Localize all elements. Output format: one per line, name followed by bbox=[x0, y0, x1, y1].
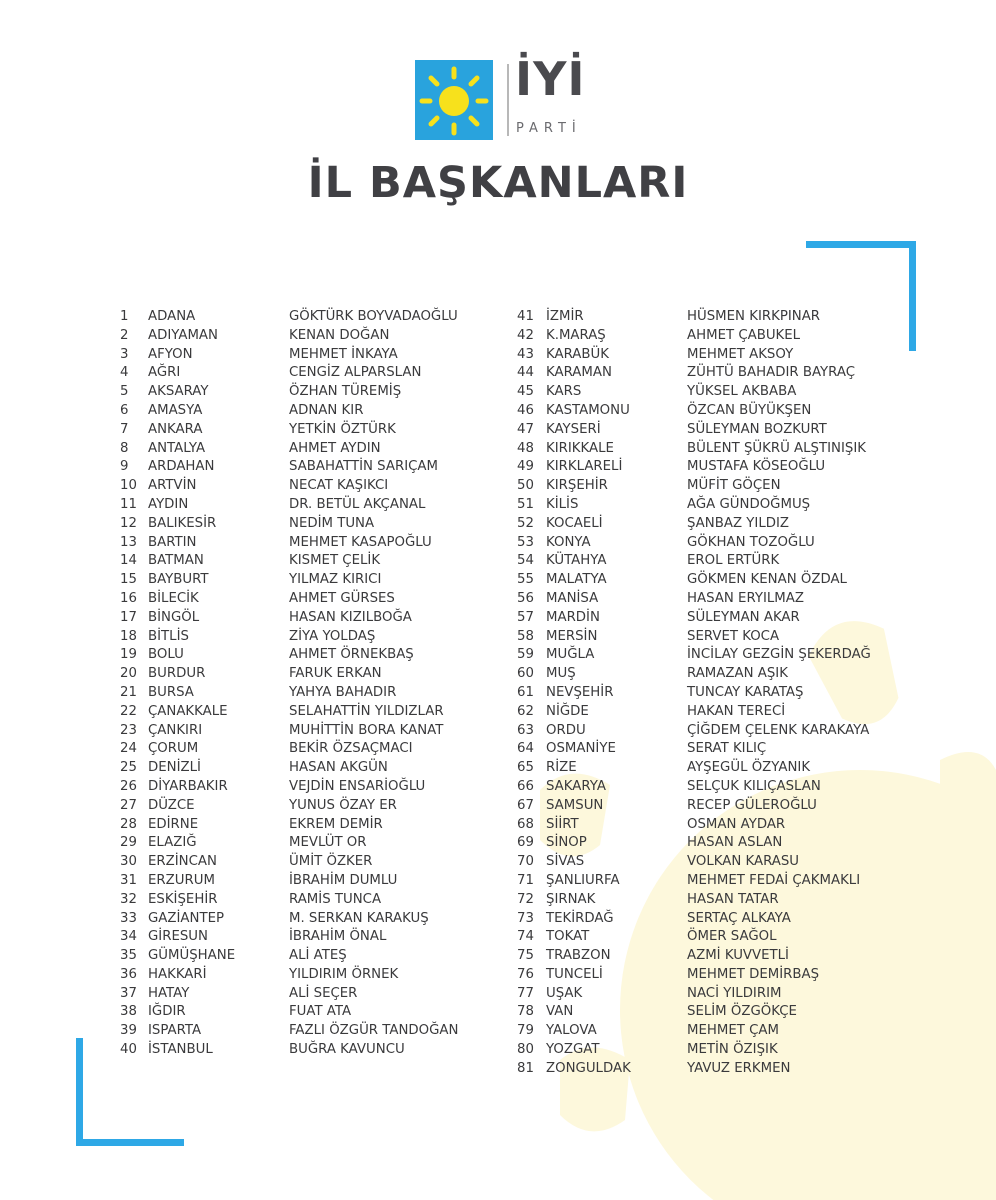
province-name: AFYON bbox=[148, 346, 193, 362]
province-number: 24 bbox=[120, 741, 137, 757]
province-name: ZONGULDAK bbox=[546, 1060, 631, 1076]
president-name: AHMET ÇABUKEL bbox=[687, 327, 801, 343]
president-name: RAMAZAN AŞIK bbox=[687, 666, 788, 682]
province-number: 45 bbox=[517, 384, 534, 400]
province-name: BAYBURT bbox=[148, 572, 209, 588]
province-name: KAYSERİ bbox=[546, 421, 601, 437]
president-name: SELÇUK KILIÇASLAN bbox=[687, 778, 821, 794]
province-name: ELAZIĞ bbox=[148, 835, 197, 851]
province-name: ÇANKIRI bbox=[148, 722, 203, 738]
president-name: CENGİZ ALPARSLAN bbox=[289, 365, 422, 381]
president-name: RECEP GÜLEROĞLU bbox=[687, 797, 817, 813]
page-title: İL BAŞKANLARI bbox=[307, 158, 689, 208]
province-number: 71 bbox=[517, 872, 534, 888]
president-name: HASAN AKGÜN bbox=[289, 760, 388, 776]
province-name: HAKKARİ bbox=[148, 966, 207, 982]
province-number: 46 bbox=[517, 402, 534, 418]
president-name: VOLKAN KARASU bbox=[687, 854, 800, 870]
province-number: 20 bbox=[120, 666, 137, 682]
province-name: BOLU bbox=[148, 647, 184, 663]
province-name: ÇANAKKALE bbox=[148, 703, 228, 719]
president-name: AĞA GÜNDOĞMUŞ bbox=[687, 496, 811, 512]
province-name: ŞANLIURFA bbox=[546, 872, 620, 888]
president-name: MÜFİT GÖÇEN bbox=[687, 478, 781, 494]
president-name: KISMET ÇELİK bbox=[289, 553, 381, 569]
province-name: ÇORUM bbox=[148, 741, 199, 757]
province-name: KOCAELİ bbox=[546, 515, 603, 531]
province-number: 9 bbox=[120, 459, 129, 475]
president-name: AHMET ÖRNEKBAŞ bbox=[289, 647, 414, 663]
province-number: 34 bbox=[120, 929, 137, 945]
president-name: MEHMET AKSOY bbox=[687, 346, 794, 362]
president-name: KENAN DOĞAN bbox=[289, 327, 390, 343]
province-name: YOZGAT bbox=[546, 1042, 600, 1058]
province-number: 28 bbox=[120, 816, 137, 832]
province-number: 4 bbox=[120, 365, 129, 381]
province-number: 27 bbox=[120, 797, 137, 813]
province-name: GÜMÜŞHANE bbox=[148, 948, 236, 964]
province-number: 30 bbox=[120, 854, 137, 870]
province-name: BATMAN bbox=[148, 553, 204, 569]
province-number: 49 bbox=[517, 459, 534, 475]
province-number: 69 bbox=[517, 835, 534, 851]
president-name: ŞANBAZ YILDIZ bbox=[687, 515, 790, 531]
province-name: KÜTAHYA bbox=[546, 553, 607, 569]
president-name: MUHİTTİN BORA KANAT bbox=[289, 722, 444, 738]
president-name: ALİ ATEŞ bbox=[289, 948, 347, 964]
province-number: 6 bbox=[120, 402, 129, 418]
province-name: K.MARAŞ bbox=[546, 327, 606, 343]
president-name: M. SERKAN KARAKUŞ bbox=[289, 910, 429, 926]
president-name: RAMİS TUNCA bbox=[289, 891, 382, 907]
province-name: KASTAMONU bbox=[546, 402, 630, 418]
province-number: 51 bbox=[517, 496, 534, 512]
president-name: İBRAHİM DUMLU bbox=[289, 872, 398, 888]
province-name: NİĞDE bbox=[546, 703, 589, 719]
province-number: 72 bbox=[517, 891, 534, 907]
province-name: ORDU bbox=[546, 722, 586, 738]
president-name: YETKİN ÖZTÜRK bbox=[289, 421, 396, 437]
province-number: 15 bbox=[120, 572, 137, 588]
province-name: ŞIRNAK bbox=[546, 891, 596, 907]
province-number: 42 bbox=[517, 327, 534, 343]
president-name: SELAHATTİN YILDIZLAR bbox=[289, 703, 444, 719]
corner-bracket-top-right-vertical bbox=[909, 241, 916, 351]
province-number: 21 bbox=[120, 684, 137, 700]
logo-separator bbox=[507, 64, 509, 136]
province-number: 66 bbox=[517, 778, 534, 794]
province-number: 65 bbox=[517, 760, 534, 776]
province-number: 73 bbox=[517, 910, 534, 926]
president-name: MEVLÜT OR bbox=[289, 835, 367, 851]
province-name: ISPARTA bbox=[148, 1023, 202, 1039]
president-name: FARUK ERKAN bbox=[289, 666, 382, 682]
president-name: MEHMET ÇAM bbox=[687, 1023, 779, 1039]
president-name: ÜMİT ÖZKER bbox=[289, 854, 373, 870]
president-name: MEHMET FEDAİ ÇAKMAKLI bbox=[687, 872, 861, 888]
province-number: 76 bbox=[517, 966, 534, 982]
president-name: ÖMER SAĞOL bbox=[687, 929, 777, 945]
province-name: ANTALYA bbox=[148, 440, 206, 456]
province-number: 7 bbox=[120, 421, 129, 437]
president-name: SABAHATTİN SARIÇAM bbox=[289, 459, 438, 475]
province-number: 8 bbox=[120, 440, 129, 456]
province-number: 23 bbox=[120, 722, 137, 738]
province-name: ERZURUM bbox=[148, 872, 215, 888]
province-number: 35 bbox=[120, 948, 137, 964]
president-name: FUAT ATA bbox=[289, 1004, 352, 1020]
president-name: MUSTAFA KÖSEOĞLU bbox=[687, 459, 826, 475]
president-name: VEJDİN ENSARİOĞLU bbox=[289, 778, 426, 794]
province-number: 70 bbox=[517, 854, 534, 870]
province-name: HATAY bbox=[148, 985, 190, 1001]
president-name: ÖZCAN BÜYÜKŞEN bbox=[687, 402, 812, 418]
province-number: 37 bbox=[120, 985, 137, 1001]
province-number: 3 bbox=[120, 346, 129, 362]
province-name: ADANA bbox=[148, 309, 196, 324]
province-name: TEKİRDAĞ bbox=[546, 910, 614, 926]
province-name: ERZİNCAN bbox=[148, 854, 217, 870]
president-name: MEHMET KASAPOĞLU bbox=[289, 534, 432, 550]
province-name: BURDUR bbox=[148, 666, 206, 682]
province-name: AKSARAY bbox=[148, 384, 209, 400]
president-name: GÖKMEN KENAN ÖZDAL bbox=[687, 572, 847, 588]
province-name: İZMİR bbox=[546, 309, 584, 324]
province-number: 41 bbox=[517, 309, 534, 324]
province-name: DİYARBAKIR bbox=[148, 778, 228, 794]
province-number: 63 bbox=[517, 722, 534, 738]
province-name: KARABÜK bbox=[546, 346, 609, 362]
province-name: ARDAHAN bbox=[148, 459, 215, 475]
province-name: YALOVA bbox=[546, 1023, 597, 1039]
province-number: 22 bbox=[120, 703, 137, 719]
province-name: DENİZLİ bbox=[148, 760, 201, 776]
province-name: ARTVİN bbox=[148, 478, 197, 494]
province-number: 48 bbox=[517, 440, 534, 456]
president-name: YILDIRIM ÖRNEK bbox=[289, 966, 399, 982]
president-name: HÜSMEN KIRKPINAR bbox=[687, 309, 821, 324]
president-name: HASAN ASLAN bbox=[687, 835, 783, 851]
province-name: BURSA bbox=[148, 684, 194, 700]
province-name: MARDİN bbox=[546, 609, 600, 625]
president-name: İBRAHİM ÖNAL bbox=[289, 929, 387, 945]
president-name: GÖKTÜRK BOYVADAOĞLU bbox=[289, 309, 458, 324]
president-name: BEKİR ÖZSAÇMACI bbox=[289, 741, 413, 757]
province-number: 81 bbox=[517, 1060, 534, 1076]
province-name: NEVŞEHİR bbox=[546, 684, 614, 700]
province-name: EDİRNE bbox=[148, 816, 199, 832]
president-name: YÜKSEL AKBABA bbox=[687, 384, 797, 400]
president-name: TUNCAY KARATAŞ bbox=[687, 684, 804, 700]
province-name: TRABZON bbox=[546, 948, 611, 964]
president-name: AYŞEGÜL ÖZYANIK bbox=[687, 760, 811, 776]
president-name: ÇİĞDEM ÇELENK KARAKAYA bbox=[687, 722, 870, 738]
logo-wordmark: İYİ bbox=[515, 52, 586, 106]
province-number: 38 bbox=[120, 1004, 137, 1020]
president-name: SELİM ÖZGÖKÇE bbox=[687, 1004, 797, 1020]
province-number: 50 bbox=[517, 478, 534, 494]
president-name: AZMİ KUVVETLİ bbox=[687, 948, 789, 964]
province-number: 77 bbox=[517, 985, 534, 1001]
president-name: MEHMET İNKAYA bbox=[289, 346, 398, 362]
corner-bracket-bottom-left-horizontal bbox=[76, 1139, 184, 1146]
province-number: 74 bbox=[517, 929, 534, 945]
province-name: MUŞ bbox=[546, 666, 576, 682]
province-name: MERSİN bbox=[546, 628, 598, 644]
president-name: ALİ SEÇER bbox=[289, 985, 358, 1001]
president-name: METİN ÖZIŞIK bbox=[687, 1042, 778, 1058]
president-name: YUNUS ÖZAY ER bbox=[289, 797, 397, 813]
province-name: BİLECİK bbox=[148, 590, 199, 606]
province-number: 12 bbox=[120, 515, 137, 531]
president-name: SERVET KOCA bbox=[687, 628, 780, 644]
province-name: KONYA bbox=[546, 534, 591, 550]
province-name: İSTANBUL bbox=[148, 1042, 213, 1058]
province-number: 13 bbox=[120, 534, 137, 550]
president-name: ZİYA YOLDAŞ bbox=[289, 628, 376, 644]
province-number: 19 bbox=[120, 647, 137, 663]
president-name: HASAN TATAR bbox=[687, 891, 779, 907]
province-name: AĞRI bbox=[148, 365, 181, 381]
province-number: 67 bbox=[517, 797, 534, 813]
province-number: 64 bbox=[517, 741, 534, 757]
president-name: BÜLENT ŞÜKRÜ ALŞTINIŞIK bbox=[687, 440, 866, 456]
province-number: 59 bbox=[517, 647, 534, 663]
province-number: 1 bbox=[120, 309, 129, 324]
province-number: 54 bbox=[517, 553, 534, 569]
province-name: BALIKESİR bbox=[148, 515, 217, 531]
province-number: 43 bbox=[517, 346, 534, 362]
province-name: SİVAS bbox=[546, 854, 585, 870]
president-name: SERTAÇ ALKAYA bbox=[687, 910, 791, 926]
president-name: YAVUZ ERKMEN bbox=[687, 1060, 791, 1076]
province-name: AMASYA bbox=[148, 402, 203, 418]
province-name: KIRŞEHİR bbox=[546, 478, 608, 494]
province-name: KARAMAN bbox=[546, 365, 612, 381]
province-number: 32 bbox=[120, 891, 137, 907]
province-number: 29 bbox=[120, 835, 137, 851]
province-name: GAZİANTEP bbox=[148, 910, 225, 926]
province-number: 31 bbox=[120, 872, 137, 888]
president-name: YILMAZ KIRICI bbox=[289, 572, 382, 588]
province-number: 33 bbox=[120, 910, 137, 926]
president-name: SÜLEYMAN AKAR bbox=[687, 609, 800, 625]
province-name: MALATYA bbox=[546, 572, 607, 588]
president-name: NACİ YILDIRIM bbox=[687, 985, 782, 1001]
province-name: BARTIN bbox=[148, 534, 197, 550]
president-name: BUĞRA KAVUNCU bbox=[289, 1042, 405, 1058]
president-name: HAKAN TERECİ bbox=[687, 703, 786, 719]
province-number: 14 bbox=[120, 553, 137, 569]
province-number: 58 bbox=[517, 628, 534, 644]
province-number: 26 bbox=[120, 778, 137, 794]
province-number: 10 bbox=[120, 478, 137, 494]
president-name: HASAN ERYILMAZ bbox=[687, 590, 804, 606]
president-name: NEDİM TUNA bbox=[289, 515, 375, 531]
province-number: 61 bbox=[517, 684, 534, 700]
province-name: KIRIKKALE bbox=[546, 440, 614, 456]
president-name: FAZLI ÖZGÜR TANDOĞAN bbox=[289, 1023, 459, 1039]
province-name: SAKARYA bbox=[546, 778, 606, 794]
province-number: 52 bbox=[517, 515, 534, 531]
province-name: UŞAK bbox=[546, 985, 583, 1001]
province-number: 39 bbox=[120, 1023, 137, 1039]
province-number: 11 bbox=[120, 496, 137, 512]
province-name: AYDIN bbox=[148, 496, 189, 512]
province-number: 78 bbox=[517, 1004, 534, 1020]
province-number: 16 bbox=[120, 590, 137, 606]
president-name: SÜLEYMAN BOZKURT bbox=[687, 421, 827, 437]
president-name: GÖKHAN TOZOĞLU bbox=[687, 534, 815, 550]
province-name: SİİRT bbox=[546, 816, 579, 832]
province-name: ADIYAMAN bbox=[148, 327, 218, 343]
president-name: EROL ERTÜRK bbox=[687, 553, 780, 569]
president-name: AHMET AYDIN bbox=[289, 440, 381, 456]
president-name: ADNAN KIR bbox=[289, 402, 364, 418]
province-number: 40 bbox=[120, 1042, 137, 1058]
province-name: IĞDIR bbox=[148, 1004, 186, 1020]
province-name: KIRKLARELİ bbox=[546, 459, 623, 475]
president-name: YAHYA BAHADIR bbox=[289, 684, 397, 700]
province-name: MANİSA bbox=[546, 590, 599, 606]
president-name: HASAN KIZILBOĞA bbox=[289, 609, 412, 625]
sun-logo-icon bbox=[415, 60, 493, 140]
province-name: BİNGÖL bbox=[148, 609, 200, 625]
province-number: 2 bbox=[120, 327, 129, 343]
province-number: 56 bbox=[517, 590, 534, 606]
president-name: AHMET GÜRSES bbox=[289, 590, 395, 606]
province-number: 80 bbox=[517, 1042, 534, 1058]
province-name: KİLİS bbox=[546, 496, 579, 512]
president-name: ÖZHAN TÜREMİŞ bbox=[289, 384, 402, 400]
province-name: SİNOP bbox=[546, 835, 587, 851]
province-number: 53 bbox=[517, 534, 534, 550]
province-number: 17 bbox=[120, 609, 137, 625]
province-number: 25 bbox=[120, 760, 137, 776]
province-name: SAMSUN bbox=[546, 797, 604, 813]
president-name: ZÜHTÜ BAHADIR BAYRAÇ bbox=[687, 365, 856, 381]
corner-bracket-bottom-left bbox=[76, 1038, 83, 1146]
president-name: EKREM DEMİR bbox=[289, 816, 383, 832]
province-name: MUĞLA bbox=[546, 647, 595, 663]
province-number: 18 bbox=[120, 628, 137, 644]
province-number: 62 bbox=[517, 703, 534, 719]
province-name: VAN bbox=[546, 1004, 574, 1020]
province-number: 79 bbox=[517, 1023, 534, 1039]
province-number: 75 bbox=[517, 948, 534, 964]
province-name: DÜZCE bbox=[148, 797, 195, 813]
province-number: 55 bbox=[517, 572, 534, 588]
logo-subtitle: PARTİ bbox=[516, 121, 582, 136]
province-number: 36 bbox=[120, 966, 137, 982]
province-name: OSMANİYE bbox=[546, 741, 616, 757]
province-number: 5 bbox=[120, 384, 129, 400]
province-number: 57 bbox=[517, 609, 534, 625]
province-name: KARS bbox=[546, 384, 582, 400]
president-name: DR. BETÜL AKÇANAL bbox=[289, 496, 426, 512]
province-number: 68 bbox=[517, 816, 534, 832]
president-name: NECAT KAŞIKCI bbox=[289, 478, 389, 494]
province-name: ANKARA bbox=[148, 421, 203, 437]
president-name: MEHMET DEMİRBAŞ bbox=[687, 966, 820, 982]
province-name: GİRESUN bbox=[148, 929, 208, 945]
president-name: SERAT KILIÇ bbox=[687, 741, 767, 757]
province-name: RİZE bbox=[546, 760, 577, 776]
province-name: BİTLİS bbox=[148, 628, 189, 644]
president-name: OSMAN AYDAR bbox=[687, 816, 786, 832]
province-name: ESKİŞEHİR bbox=[148, 891, 218, 907]
province-number: 47 bbox=[517, 421, 534, 437]
president-name: İNCİLAY GEZGİN ŞEKERDAĞ bbox=[687, 647, 871, 663]
corner-bracket-top-right bbox=[806, 241, 916, 248]
province-number: 60 bbox=[517, 666, 534, 682]
province-name: TOKAT bbox=[546, 929, 590, 945]
province-name: TUNCELİ bbox=[546, 966, 603, 982]
province-number: 44 bbox=[517, 365, 534, 381]
